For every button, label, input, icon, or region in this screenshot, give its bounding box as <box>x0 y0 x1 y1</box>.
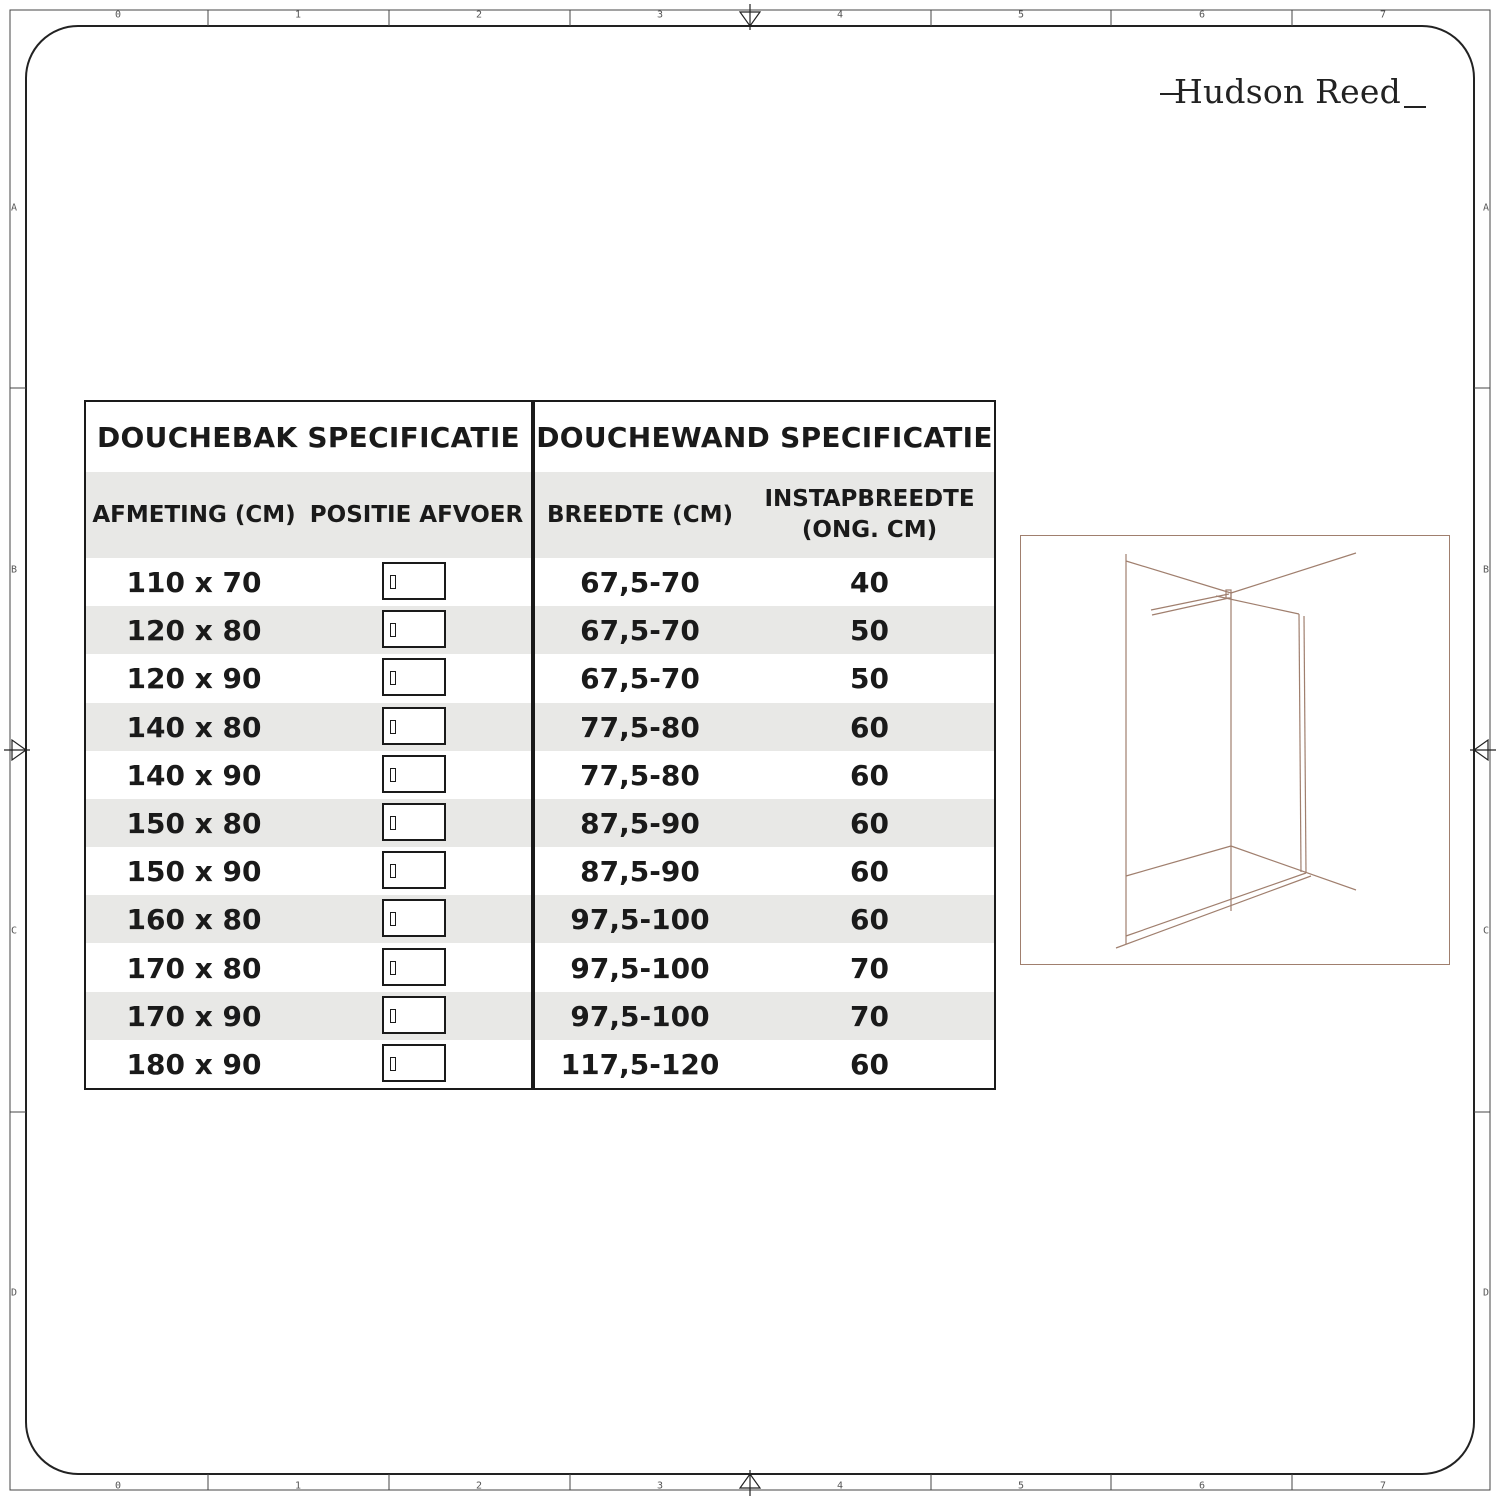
cell-size: 140 x 80 <box>126 710 262 744</box>
section-divider <box>531 402 535 1088</box>
spec-table <box>84 400 996 1090</box>
cell-width: 117,5-120 <box>560 1048 720 1081</box>
drain-position-icon <box>382 851 446 889</box>
table-row <box>86 703 994 751</box>
brand-name: Hudson Reed <box>1174 72 1401 111</box>
row-label-d-right: D <box>1482 1287 1490 1299</box>
drain-position-icon <box>382 899 446 937</box>
header-drain-position: POSITIE AFVOER <box>309 501 524 528</box>
brand-underline-right <box>1404 106 1426 108</box>
drain-slot-icon <box>390 623 396 637</box>
cell-width: 77,5-80 <box>580 710 700 744</box>
cell-size: 120 x 80 <box>126 614 262 648</box>
col-label-3-bottom: 3 <box>656 1480 664 1492</box>
row-label-d: D <box>10 1287 18 1299</box>
cell-entry-width: 70 <box>850 951 889 985</box>
drain-position-icon <box>382 755 446 793</box>
cell-size: 150 x 90 <box>126 855 262 889</box>
row-label-c-right: C <box>1482 925 1490 937</box>
row-label-a-right: A <box>1482 202 1490 214</box>
drain-slot-icon <box>390 1009 396 1023</box>
cell-width: 87,5-90 <box>580 807 700 840</box>
table-row <box>86 558 994 606</box>
table-row <box>86 606 994 654</box>
cell-width: 67,5-70 <box>580 566 700 599</box>
cell-entry-width: 50 <box>850 662 889 696</box>
cell-entry-width: 60 <box>850 855 889 889</box>
drain-position-icon <box>382 803 446 841</box>
cell-entry-width: 60 <box>850 710 889 744</box>
drain-position-icon <box>382 948 446 986</box>
drain-slot-icon <box>390 575 396 589</box>
drain-slot-icon <box>390 961 396 975</box>
header-entry-width: INSTAPBREEDTE (ONG. CM) <box>764 486 975 543</box>
drain-slot-icon <box>390 912 396 926</box>
col-label-0-bottom: 0 <box>114 1480 122 1492</box>
cell-entry-width: 60 <box>850 1048 889 1081</box>
header-size: AFMETING (CM) <box>92 501 296 528</box>
cell-entry-width: 60 <box>850 758 889 792</box>
col-label-7-bottom: 7 <box>1379 1480 1387 1492</box>
cell-entry-width: 60 <box>850 903 889 937</box>
cell-entry-width: 70 <box>850 999 889 1033</box>
brand-logo <box>1160 70 1430 116</box>
col-label-3: 3 <box>656 9 664 21</box>
col-label-0: 0 <box>114 9 122 21</box>
cell-width: 77,5-80 <box>580 758 700 792</box>
table-row <box>86 751 994 799</box>
row-label-b: B <box>10 564 18 576</box>
cell-width: 67,5-70 <box>580 614 700 648</box>
cell-entry-width: 60 <box>850 807 889 840</box>
cell-size: 170 x 80 <box>126 951 262 985</box>
drain-slot-icon <box>390 864 396 878</box>
cell-width: 97,5-100 <box>570 951 710 985</box>
drain-slot-icon <box>390 1057 396 1071</box>
cell-size: 110 x 70 <box>126 566 262 599</box>
col-label-7: 7 <box>1379 9 1387 21</box>
col-label-1: 1 <box>294 9 302 21</box>
col-label-1-bottom: 1 <box>294 1480 302 1492</box>
cell-width: 67,5-70 <box>580 662 700 696</box>
cell-size: 170 x 90 <box>126 999 262 1033</box>
header-width: BREEDTE (CM) <box>547 501 733 528</box>
table-row <box>86 1040 994 1088</box>
shower-tray-title: DOUCHEBAK SPECIFICATIE <box>97 421 520 454</box>
cell-size: 180 x 90 <box>126 1048 262 1081</box>
col-label-4: 4 <box>836 9 844 21</box>
cell-size: 140 x 90 <box>126 758 262 792</box>
row-label-c: C <box>10 925 18 937</box>
table-row <box>86 992 994 1040</box>
cell-width: 97,5-100 <box>570 903 710 937</box>
col-label-5: 5 <box>1017 9 1025 21</box>
table-row <box>86 847 994 895</box>
col-label-2: 2 <box>475 9 483 21</box>
cell-width: 87,5-90 <box>580 855 700 889</box>
drain-position-icon <box>382 562 446 600</box>
drain-slot-icon <box>390 768 396 782</box>
cell-entry-width: 40 <box>850 566 889 599</box>
table-row <box>86 895 994 943</box>
col-label-6: 6 <box>1198 9 1206 21</box>
drain-position-icon <box>382 610 446 648</box>
row-label-b-right: B <box>1482 564 1490 576</box>
cell-size: 120 x 90 <box>126 662 262 696</box>
drain-position-icon <box>382 996 446 1034</box>
cell-size: 160 x 80 <box>126 903 262 937</box>
shower-panel-diagram <box>1020 535 1450 965</box>
table-row <box>86 799 994 847</box>
shower-panel-drawing <box>1021 536 1451 966</box>
col-label-6-bottom: 6 <box>1198 1480 1206 1492</box>
drain-slot-icon <box>390 720 396 734</box>
cell-entry-width: 50 <box>850 614 889 648</box>
table-row <box>86 654 994 702</box>
drain-position-icon <box>382 658 446 696</box>
table-row <box>86 944 994 992</box>
col-label-4-bottom: 4 <box>836 1480 844 1492</box>
drain-position-icon <box>382 707 446 745</box>
drain-slot-icon <box>390 816 396 830</box>
drain-slot-icon <box>390 671 396 685</box>
cell-width: 97,5-100 <box>570 999 710 1033</box>
col-label-2-bottom: 2 <box>475 1480 483 1492</box>
cell-size: 150 x 80 <box>126 807 262 840</box>
drain-position-icon <box>382 1044 446 1082</box>
col-label-5-bottom: 5 <box>1017 1480 1025 1492</box>
shower-wall-title: DOUCHEWAND SPECIFICATIE <box>536 421 993 454</box>
row-label-a: A <box>10 202 18 214</box>
